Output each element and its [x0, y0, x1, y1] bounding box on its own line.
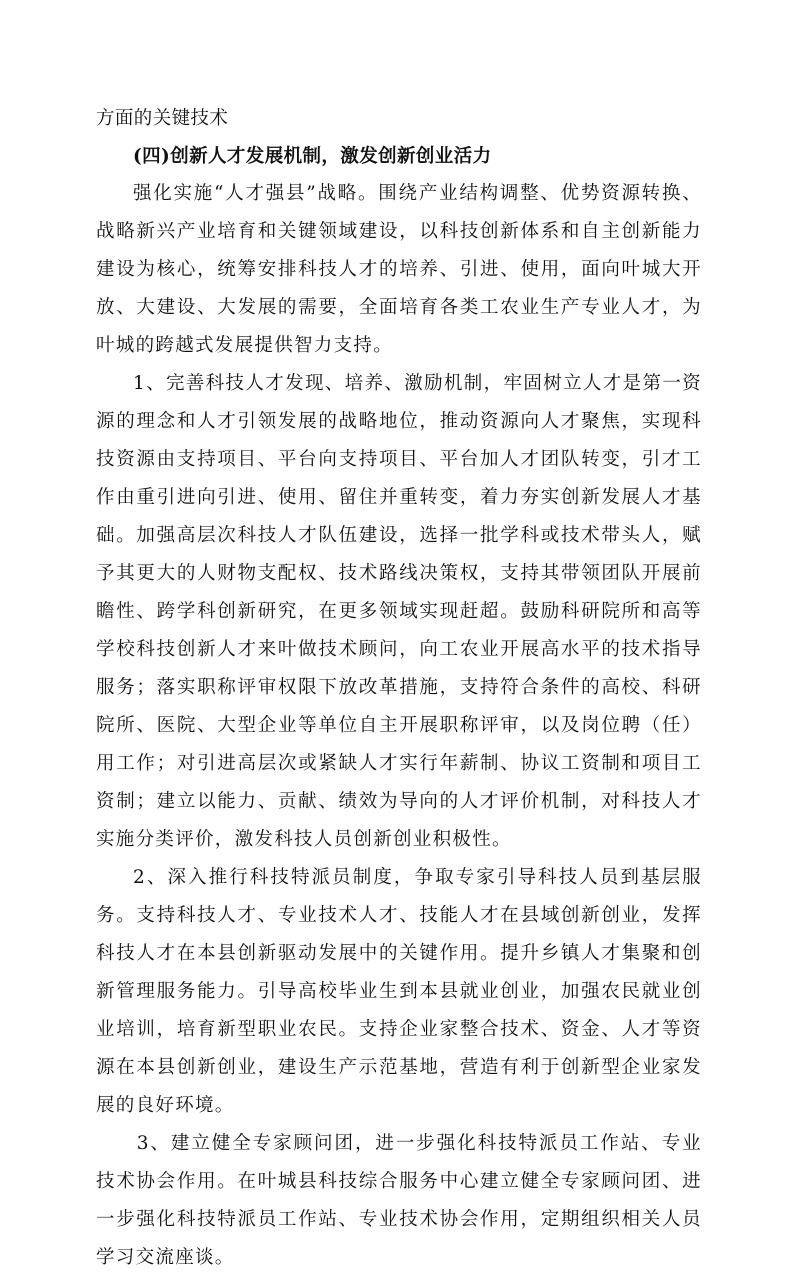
- continuation-line: 方面的关键技术: [96, 108, 229, 129]
- paragraph-item-1: 1、完善科技人才发现、培养、激励机制，牢固树立人才是第一资源的理念和人才引领发展的战略地位，推动资源向人才聚焦，实现科技资源由支持项目、平台向支持项目、平台加人才团队转变，引才工作由重引进向引进、使用、留住并重转变，着力夯实创新发展人才基础。加强高层次科技人才队伍建设，选择一批学科或技术带头人，赋予其更大的人财物支配权、技术路线决策权，支持其带领团队开展前瞻性、跨学科创新研究，在更多领域实现赶超。鼓励科研院所和高等学校科技创新人才来叶做技术顾问，向工农业开展高水平的技术指导服务；落实职称评审权限下放改革措施，支持符合条件的高校、科研院所、医院、大型企业等单位自主开展职称评审，以及岗位聘（任）用工作；对引进高层次或紧缺人才实行年薪制、协议工资制和项目工资制；建立以能力、贡献、绩效为导向的人才评价机制，对科技人才实施分类评价，激发科技人员创新创业积极性。: [96, 373, 702, 850]
- paragraph-intro: 强化实施“人才强县”战略。围绕产业结构调整、优势资源转换、战略新兴产业培育和关键领域建设，以科技创新体系和自主创新能力建设为核心，统筹安排科技人才的培养、引进、使用，面向叶城大开放、大建设、大发展的需要，全面培育各类工农业生产专业人才，为叶城的跨越式发展提供智力支持。: [96, 183, 702, 356]
- section-heading: (四)创新人才发展机制，激发创新创业活力: [133, 146, 492, 167]
- paragraph-item-3: 3、建立健全专家顾问团，进一步强化科技特派员工作站、专业技术协会作用。在叶城县科技综合服务中心建立健全专家顾问团、进一步强化科技特派员工作站、专业技术协会作用，定期组织相关人员学习交流座谈。: [96, 1133, 702, 1268]
- document-body: [96, 101, 702, 1277]
- paragraph-item-2: 2、深入推行科技特派员制度，争取专家引导科技人员到基层服务。支持科技人才、专业技术人才、技能人才在县域创新创业，发挥科技人才在本县创新驱动发展中的关键作用。提升乡镇人才集聚和创新管理服务能力。引导高校毕业生到本县就业创业，加强农民就业创业培训，培育新型职业农民。支持企业家整合技术、资金、人才等资源在本县创新创业，建设生产示范基地，营造有利于创新型企业家发展的良好环境。: [96, 867, 702, 1116]
